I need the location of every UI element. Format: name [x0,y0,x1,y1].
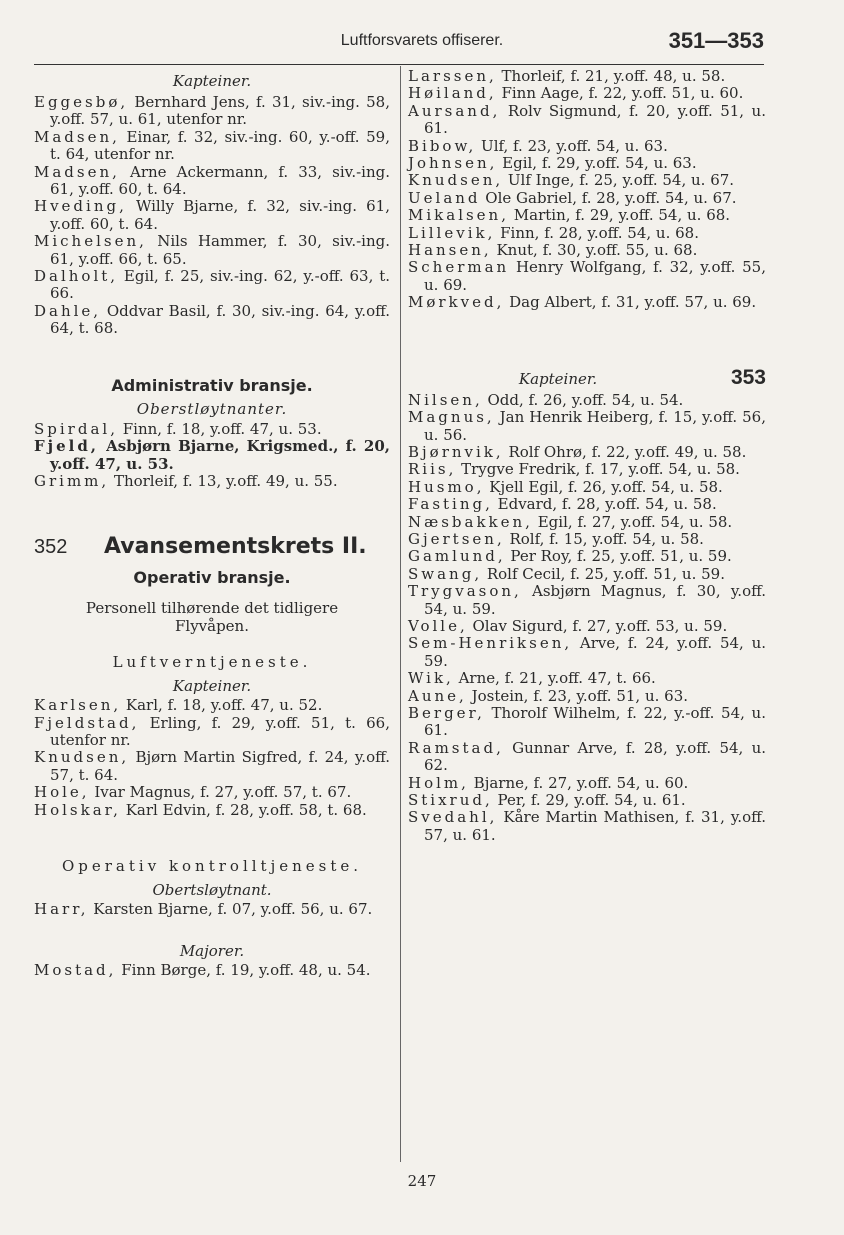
left-column [34,68,390,980]
list-item: Næsbakken, Egil, f. 27, y.off. 54, u. 58. [408,512,733,531]
continued-list [408,68,766,312]
list-item: Husmo, Kjell Egil, f. 26, y.off. 54, u. 58. [408,477,723,496]
list-item: Svedahl, Kåre Martin Mathisen, f. 31, y.off. 57, u. 61. [408,808,766,844]
list-item: Stixrud, Per, f. 29, y.off. 54, u. 61. [408,791,686,810]
list-item: Holm, Bjarne, f. 27, y.off. 54, u. 60. [408,773,689,792]
section-number: 352 [34,536,68,559]
list-item: Bjørnvik, Rolf Ohrø, f. 22, y.off. 49, u. 58. [408,442,747,461]
header-title: Luftforsvarets offiserer. [340,32,504,49]
oberstloytnanter-label: Oberstløytnanter. [136,399,288,418]
list-item: Scherman Henry Wolfgang, f. 32, y.off. 55, u. 69. [408,258,766,294]
list-item: Holskar, Karl Edvin, f. 28, y.off. 58, t. 68. [34,800,367,819]
list-item: Hansen, Knut, f. 30, y.off. 55, u. 68. [408,241,698,260]
list-item: Trygvason, Asbjørn Magnus, f. 30, y.off. 54, u. 59. [408,582,766,618]
kapteiner-list-353 [408,392,766,845]
section-title: Avansementskrets II. [104,534,367,560]
list-item: Grimm, Thorleif, f. 13, y.off. 49, u. 55. [34,471,338,490]
list-item: Mørkved, Dag Albert, f. 31, y.off. 57, u. 69. [408,293,757,312]
right-column [408,68,766,844]
section-note: Personell tilhørende det tidligere Flyvåpen. [85,599,339,635]
list-item: Dahle, Oddvar Basil, f. 30, siv.-ing. 64, y.off. 64, t. 68. [34,301,390,338]
oberstloytnant-label: Obertsløytnant. [152,880,272,899]
list-item: Ueland Ole Gabriel, f. 28, y.off. 54, u. 67. [408,188,737,207]
list-item: Madsen, Einar, f. 32, siv.-ing. 60, y.-off. 59, t. 64, utenfor nr. [34,127,390,164]
section-352-heading [34,534,390,562]
list-item: Ramstad, Gunnar Arve, f. 28, y.off. 54, u. 62. [408,738,766,775]
list-item: Høiland, Finn Aage, f. 22, y.off. 51, u. 60. [408,84,744,103]
list-item: Fjeld, Asbjørn Bjarne, Krigsmed., f. 20, y.off. 47, u. 53. [34,437,390,473]
kapteiner-heading-353 [408,366,766,392]
kapteiner-list-351 [34,94,390,338]
list-item: Sem-Henriksen, Arve, f. 24, y.off. 54, u. 59. [408,634,766,670]
list-item: Knudsen, Bjørn Martin Sigfred, f. 24, y.off. 57, t. 64. [34,748,390,784]
list-item: Riis, Trygve Fredrik, f. 17, y.off. 54, u. 58. [408,460,740,479]
kapteiner-label-353: Kapteiner. [518,369,598,388]
list-item: Larssen, Thorleif, f. 21, y.off. 48, u. 58. [408,67,726,85]
admin-branch-heading: Administrativ bransje. [111,375,313,395]
list-item: Bibow, Ulf, f. 23, y.off. 54, u. 63. [408,136,668,155]
header-rule [34,64,764,65]
page-number: 247 [407,1172,437,1190]
list-item: Michelsen, Nils Hammer, f. 30, siv.-ing. 61, y.off. 66, t. 65. [34,232,390,268]
list-item: Volle, Olav Sigurd, f. 27, y.off. 53, u. 59. [408,616,728,635]
list-item: Hole, Ivar Magnus, f. 27, y.off. 57, t. 67. [34,783,352,802]
list-item: Spirdal, Finn, f. 18, y.off. 47, u. 53. [34,419,322,438]
list-item: Swang, Rolf Cecil, f. 25, y.off. 51, u. 59. [408,564,725,583]
list-item: Hveding, Willy Bjarne, f. 32, siv.-ing. 61, y.off. 60, t. 64. [34,197,390,233]
list-item: Aune, Jostein, f. 23, y.off. 51, u. 63. [408,686,689,705]
list-item: Nilsen, Odd, f. 26, y.off. 54, u. 54. [408,390,684,409]
list-item: Johnsen, Egil, f. 29, y.off. 54, u. 63. [408,154,697,173]
list-item: Karlsen, Karl, f. 18, y.off. 47, u. 52. [34,696,323,715]
header-page-range: 351—353 [668,28,764,53]
list-item: Mostad, Finn Børge, f. 19, y.off. 48, u. 54. [34,961,371,980]
list-item: Gamlund, Per Roy, f. 25, y.off. 51, u. 59. [408,547,732,566]
list-item: Mikalsen, Martin, f. 29, y.off. 54, u. 68. [408,206,731,225]
list-item: Fasting, Edvard, f. 28, y.off. 54, u. 58. [408,495,717,514]
section-number-353: 353 [730,365,766,389]
column-divider [400,66,401,1162]
list-item: Gjertsen, Rolf, f. 15, y.off. 54, u. 58. [408,529,704,548]
list-item: Berger, Thorolf Wilhelm, f. 22, y.-off. 54, u. 61. [408,704,766,740]
list-item: Lillevik, Finn, f. 28, y.off. 54, u. 68. [408,223,699,242]
admin-list [34,421,390,491]
kapteiner-label-351: Kapteiner. [172,72,252,90]
list-item: Madsen, Arne Ackermann, f. 33, siv.-ing. 61, y.off. 60, t. 64. [34,162,390,199]
operativ-branch-heading: Operativ bransje. [133,568,291,588]
list-item: Wik, Arne, f. 21, y.off. 47, t. 66. [408,669,656,688]
kapteiner-label-352: Kapteiner. [172,677,252,696]
service-heading-luftvern: Luftverntjeneste. [112,653,312,672]
list-item: Knudsen, Ulf Inge, f. 25, y.off. 54, u. 67. [408,171,735,190]
list-item: Magnus, Jan Henrik Heiberg, f. 15, y.off. 56, u. 56. [408,408,766,444]
list-item: Harr, Karsten Bjarne, f. 07, y.off. 56, u. 67. [34,899,373,918]
luftvern-list [34,697,390,819]
list-item: Eggesbø, Bernhard Jens, f. 31, siv.-ing. 58, y.off. 57, u. 61, utenfor nr. [34,93,390,129]
list-item: Aursand, Rolv Sigmund, f. 20, y.off. 51, u. 61. [408,101,766,138]
list-item: Fjeldstad, Erling, f. 29, y.off. 51, t. 66, utenfor nr. [34,713,390,749]
list-item: Dalholt, Egil, f. 25, siv.-ing. 62, y.-off. 63, t. 66. [34,267,390,303]
majorer-label: Majorer. [179,942,245,961]
service-heading-kontroll: Operativ kontrolltjeneste. [61,856,363,875]
running-header [0,28,844,62]
